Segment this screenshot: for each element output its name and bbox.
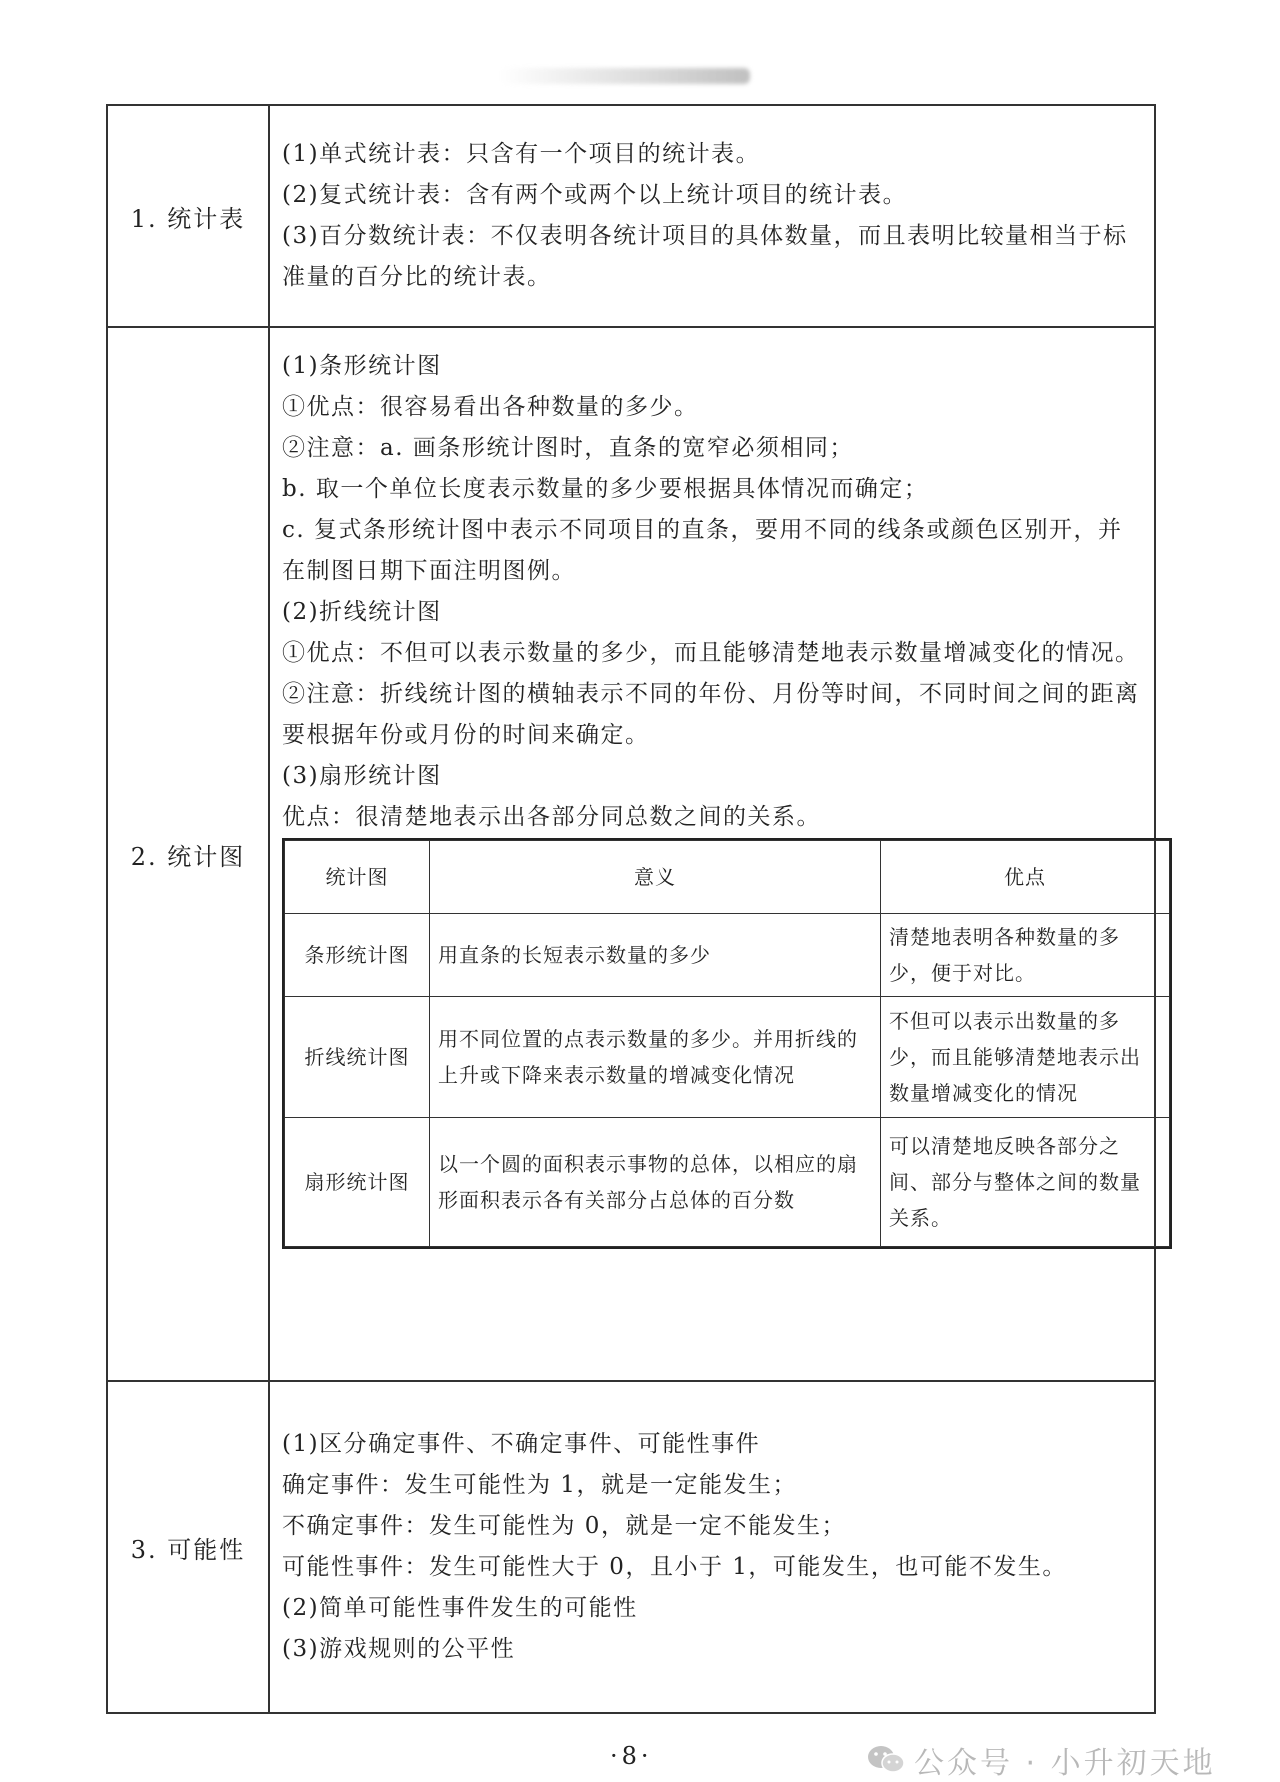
section-content: [269, 105, 1155, 327]
header-cell: 统计图: [285, 841, 430, 914]
section-probability: [107, 1381, 1155, 1713]
table-cell: 不但可以表示出数量的多少，而且能够清楚地表示出数量增减变化的情况: [881, 997, 1170, 1118]
table-row: [285, 1118, 1170, 1247]
table-cell: 清楚地表明各种数量的多少，便于对比。: [881, 914, 1170, 997]
header-cell: 意义: [430, 841, 881, 914]
content-line: 不确定事件：发生可能性为 0，就是一定不能发生；: [282, 1513, 846, 1539]
content-line: b. 取一个单位长度表示数量的多少要根据具体情况而确定；: [282, 476, 929, 502]
content-line: ②注意：a. 画条形统计图时，直条的宽窄必须相同；: [282, 435, 854, 461]
content-line: (2)复式统计表：含有两个或两个以上统计项目的统计表。: [282, 182, 908, 208]
table-cell: 可以清楚地反映各部分之间、部分与整体之间的数量关系。: [881, 1118, 1170, 1247]
content-line: (1)单式统计表：只含有一个项目的统计表。: [282, 141, 761, 167]
header-cell: 优点: [881, 841, 1170, 914]
content-line: ①优点：很容易看出各种数量的多少。: [282, 394, 699, 420]
section-label: 2. 统计图: [107, 327, 269, 1381]
section-content: [269, 1381, 1155, 1713]
page-number: ·8·: [610, 1742, 653, 1770]
table-cell: 用直条的长短表示数量的多少: [430, 914, 881, 997]
section-label: 1. 统计表: [107, 105, 269, 327]
table-cell: 以一个圆的面积表示事物的总体，以相应的扇形面积表示各有关部分占总体的百分数: [430, 1118, 881, 1247]
content-line: (2)简单可能性事件发生的可能性: [282, 1595, 638, 1621]
chart-comparison-table-frame: [282, 838, 1172, 1249]
content-line: ②注意：折线统计图的横轴表示不同的年份、月份等时间，不同时间之间的距离要根据年份或月份的时间来确定。: [282, 681, 1140, 748]
table-row: [285, 914, 1170, 997]
table-header-row: [285, 841, 1170, 914]
content-line: ①优点：不但可以表示数量的多少，而且能够清楚地表示数量增减变化的情况。: [282, 640, 1140, 666]
section-statistics-chart: [107, 327, 1155, 1381]
section-content: [269, 327, 1155, 1381]
chart-comparison-table: [284, 840, 1170, 1247]
content-line: 确定事件：发生可能性为 1，就是一定能发生；: [282, 1472, 797, 1498]
wechat-icon: [866, 1744, 906, 1776]
watermark: [866, 1738, 1216, 1782]
table-cell: 用不同位置的点表示数量的多少。并用折线的上升或下降来表示数量的增减变化情况: [430, 997, 881, 1118]
table-cell: 折线统计图: [285, 997, 430, 1118]
content-line: (1)区分确定事件、不确定事件、可能性事件: [282, 1431, 761, 1457]
scan-smudge: [500, 68, 750, 84]
table-row: [285, 997, 1170, 1118]
section-label: 3. 可能性: [107, 1381, 269, 1713]
watermark-text: 公众号 · 小升初天地: [914, 1746, 1216, 1781]
content-line: 优点：很清楚地表示出各部分同总数之间的关系。: [282, 804, 821, 830]
content-line: c. 复式条形统计图中表示不同项目的直条，要用不同的线条或颜色区别开，并在制图日期下面注明图例。: [282, 517, 1123, 584]
section-statistics-table: [107, 105, 1155, 327]
content-line: (3)扇形统计图: [282, 763, 442, 789]
content-line: (3)游戏规则的公平性: [282, 1636, 516, 1662]
knowledge-table: [106, 104, 1156, 1714]
content-line: 可能性事件：发生可能性大于 0，且小于 1，可能发生，也可能不发生。: [282, 1554, 1067, 1580]
content-line: (1)条形统计图: [282, 353, 442, 379]
content-line: (3)百分数统计表：不仅表明各统计项目的具体数量，而且表明比较量相当于标准量的百分比的统计表。: [282, 223, 1128, 290]
table-cell: 扇形统计图: [285, 1118, 430, 1247]
content-line: (2)折线统计图: [282, 599, 442, 625]
table-cell: 条形统计图: [285, 914, 430, 997]
